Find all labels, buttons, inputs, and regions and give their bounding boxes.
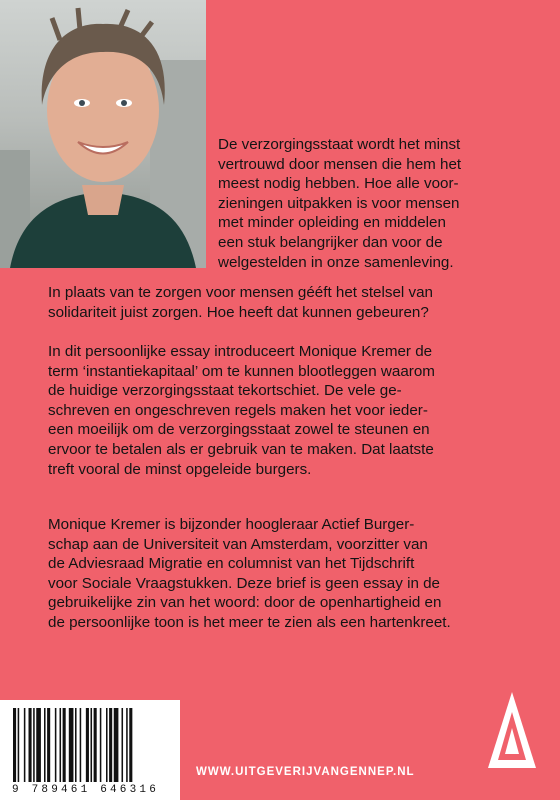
text-line: gebruikelijke zin van het woord: door de openhartigheid en bbox=[48, 594, 442, 612]
essay-paragraph bbox=[48, 342, 544, 479]
author-bio-paragraph bbox=[48, 515, 544, 633]
text-line: In plaats van te zorgen voor mensen gééft het stelsel van bbox=[48, 284, 433, 301]
text-line: de Adviesraad Migratie en columnist van het Tijdschrift bbox=[48, 555, 415, 573]
text-line: Monique Kremer is bijzonder hoogleraar Actief Burger- bbox=[48, 516, 415, 533]
text-line: een stuk belangrijker dan voor de bbox=[218, 233, 443, 251]
text-line: voor Sociale Vraagstukken. Deze brief is geen essay in de bbox=[48, 574, 440, 592]
text-line: De verzorgingsstaat wordt het minst bbox=[218, 136, 461, 153]
text-line: solidariteit juist zorgen. Hoe heeft dat kunnen gebeuren? bbox=[48, 303, 429, 321]
intro-paragraph-top bbox=[218, 135, 544, 272]
publisher-website: WWW.UITGEVERIJVANGENNEP.NL bbox=[196, 766, 415, 778]
text-line: treft vooral de minst opgeleide burgers. bbox=[48, 460, 312, 478]
text-line: met minder opleiding en middelen bbox=[218, 214, 446, 232]
text-line: de persoonlijke toon is het meer te zien als een hartenkreet. bbox=[48, 613, 451, 631]
isbn-number: 9 789461 646316 bbox=[12, 784, 160, 796]
text-line: schap aan de Universiteit van Amsterdam, voorzitter van bbox=[48, 535, 428, 553]
text-line: meest nodig hebben. Hoe alle voor- bbox=[218, 175, 459, 193]
text-line: zieningen uitpakken is voor mensen bbox=[218, 194, 460, 212]
barcode-bars bbox=[13, 708, 169, 784]
intro-paragraph-bottom bbox=[48, 283, 544, 322]
text-line: In dit persoonlijke essay introduceert Monique Kremer de bbox=[48, 343, 433, 360]
author-photo bbox=[0, 0, 206, 268]
text-line: welgestelden in onze samenleving. bbox=[218, 253, 454, 271]
text-line: een moeilijk om de verzorgingsstaat zowel te steunen en bbox=[48, 421, 430, 439]
publisher-logo-icon bbox=[486, 690, 538, 770]
text-line: ervoor te betalen als er gebruik van te maken. Dat laatste bbox=[48, 440, 434, 458]
text-line: de huidige verzorgingsstaat tekortschiet. De vele ge- bbox=[48, 382, 402, 400]
text-line: schreven en ongeschreven regels maken het voor ieder- bbox=[48, 401, 428, 419]
text-line: vertrouwd door mensen die hem het bbox=[218, 155, 462, 173]
text-line: term ‘instantiekapitaal’ om te kunnen blootleggen waarom bbox=[48, 362, 435, 380]
barcode bbox=[0, 700, 180, 800]
